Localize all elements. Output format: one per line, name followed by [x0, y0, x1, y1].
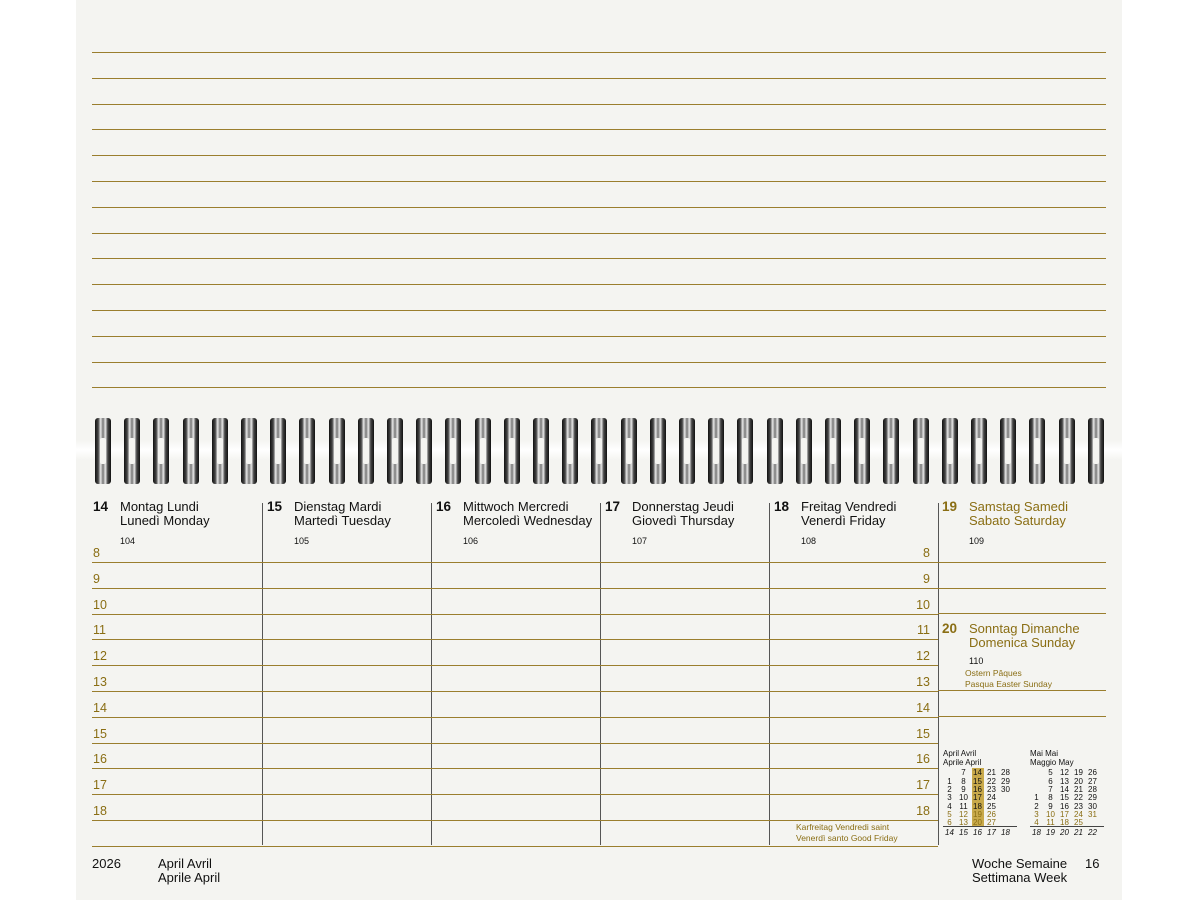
hour-label-left: 15: [93, 726, 107, 741]
day-header: [942, 500, 1107, 550]
note-line[interactable]: [92, 233, 1106, 234]
hour-line[interactable]: [92, 691, 938, 692]
note-line[interactable]: [92, 52, 1106, 53]
spiral-ring: [358, 418, 374, 484]
spiral-binding: [76, 410, 1122, 490]
day-of-year: 106: [463, 536, 479, 546]
mini-calendar-day: 16: [1060, 801, 1069, 811]
hour-label-left: 16: [93, 752, 107, 767]
footer-year: 2026: [92, 856, 121, 871]
mini-calendar-day: 20: [1074, 776, 1083, 786]
spiral-ring: [796, 418, 812, 484]
mini-calendar-day: 15: [1060, 793, 1069, 803]
hour-line[interactable]: [92, 794, 938, 795]
mini-calendar-day: 30: [1088, 801, 1097, 811]
spiral-ring: [212, 418, 228, 484]
day-header: [942, 622, 1107, 672]
mini-calendar-day: 9: [1048, 801, 1053, 811]
mini-calendar-day: 28: [1088, 784, 1097, 794]
mini-calendar-day: 5: [1048, 768, 1053, 778]
spiral-ring: [270, 418, 286, 484]
hour-line[interactable]: [92, 665, 938, 666]
note-line[interactable]: [92, 104, 1106, 105]
spiral-ring: [621, 418, 637, 484]
mini-calendar-day: 7: [961, 768, 966, 778]
hour-label-right: 17: [916, 778, 930, 793]
hour-label-right: 14: [916, 700, 930, 715]
footer-week-number: 16: [1085, 856, 1100, 871]
spiral-ring: [153, 418, 169, 484]
day-of-year: 110: [969, 656, 984, 666]
hour-label-left: 10: [93, 597, 107, 612]
hour-label-right: 16: [916, 752, 930, 767]
mini-calendar-day: 27: [1088, 776, 1097, 786]
mini-calendar-day: 10: [1046, 809, 1055, 819]
mini-calendar-day: 24: [1074, 809, 1083, 819]
hour-label-left: 8: [93, 546, 100, 560]
note-line[interactable]: [92, 284, 1106, 285]
hour-label-left: 14: [93, 700, 107, 715]
mini-calendar-week: 18: [1001, 828, 1010, 837]
spiral-ring: [971, 418, 987, 484]
spiral-ring: [299, 418, 315, 484]
hour-label-left: 13: [93, 675, 107, 689]
note-line[interactable]: [92, 181, 1106, 182]
mini-calendar-week: 19: [1046, 828, 1055, 837]
hour-label-left: 12: [93, 649, 107, 664]
spiral-ring: [825, 418, 841, 484]
hour-label-right: 13: [916, 675, 930, 689]
mini-calendar-day: 19: [1074, 768, 1083, 778]
mini-calendar-day: 8: [961, 776, 966, 786]
mini-calendar-week: 20: [1060, 828, 1069, 837]
note-line[interactable]: [92, 207, 1106, 208]
day-name: Freitag Vendredi Venerdì Friday: [801, 499, 897, 528]
mini-calendar-day: 22: [1074, 793, 1083, 803]
day-number: 18: [774, 499, 790, 514]
day-number: 20: [942, 621, 958, 636]
spiral-ring: [883, 418, 899, 484]
day-header: [267, 500, 432, 550]
mini-calendar-week: 21: [1074, 828, 1083, 837]
day-of-year: 108: [801, 536, 817, 546]
hour-line[interactable]: [92, 820, 938, 821]
mini-calendar-day: 29: [1001, 776, 1010, 786]
spiral-ring: [387, 418, 403, 484]
day-of-year: 109: [969, 536, 985, 546]
mini-calendar-day: 25: [1074, 818, 1083, 828]
hour-line[interactable]: [92, 846, 938, 847]
mini-calendar-day: 17: [1060, 809, 1069, 819]
mini-calendar-rule: [943, 826, 1017, 827]
spiral-ring: [241, 418, 257, 484]
mini-calendar-day: 20: [973, 818, 982, 828]
mini-calendar-day: 23: [1074, 801, 1083, 811]
hour-line[interactable]: [92, 614, 938, 615]
spiral-ring: [854, 418, 870, 484]
note-line[interactable]: [92, 78, 1106, 79]
mini-calendar-day: 8: [1048, 793, 1053, 803]
mini-calendar-day: 18: [973, 801, 982, 811]
spiral-ring: [416, 418, 432, 484]
day-of-year: 105: [294, 536, 310, 546]
mini-calendar-day: 18: [1060, 818, 1069, 828]
note-line[interactable]: [92, 336, 1106, 337]
mini-calendar-day: 7: [1048, 784, 1053, 794]
hour-label-right: 9: [923, 571, 930, 586]
mini-calendar-day: 26: [1088, 768, 1097, 778]
hour-label-right: 11: [917, 623, 930, 638]
day-header: [93, 500, 258, 550]
day-header: [436, 500, 601, 550]
weekend-line[interactable]: [938, 562, 1106, 563]
mini-calendar-week: 22: [1088, 828, 1097, 837]
footer-week-label: Woche Semaine Settimana Week: [972, 856, 1068, 885]
note-line[interactable]: [92, 387, 1106, 388]
mini-calendar-day: 29: [1088, 793, 1097, 803]
mini-calendar-rule: [1030, 826, 1104, 827]
day-number: 15: [267, 499, 283, 514]
mini-calendar-day: 22: [987, 776, 996, 786]
mini-calendar-day: 21: [1074, 784, 1083, 794]
mini-calendar-day: 30: [1001, 784, 1010, 794]
mini-calendar-day: 26: [987, 809, 996, 819]
weekend-line[interactable]: [938, 588, 1106, 589]
mini-calendar-day: 23: [987, 784, 996, 794]
mini-calendar-day: 5: [947, 809, 952, 819]
day-number: 19: [942, 499, 958, 514]
spiral-ring: [124, 418, 140, 484]
hour-line[interactable]: [92, 717, 938, 718]
mini-calendar-day: 12: [959, 809, 968, 819]
note-line[interactable]: [92, 362, 1106, 363]
mini-calendar-day: 4: [1034, 818, 1039, 828]
weekend-line[interactable]: [938, 613, 1106, 614]
column-divider: [938, 503, 939, 845]
spiral-ring: [767, 418, 783, 484]
mini-calendar-week: 14: [945, 828, 954, 837]
day-name: Samstag Samedi Sabato Saturday: [969, 499, 1068, 528]
mini-calendar-day: 2: [947, 784, 952, 794]
hour-label-left: 9: [93, 571, 100, 586]
day-number: 14: [93, 499, 109, 514]
mini-calendar-week: 18: [1032, 828, 1041, 837]
mini-calendar-day: 19: [973, 809, 982, 819]
mini-calendar-day: 28: [1001, 768, 1010, 778]
spiral-ring: [1029, 418, 1045, 484]
day-name: Mittwoch Mercredi Mercoledì Wednesday: [463, 499, 593, 528]
day-name: Sonntag Dimanche Domenica Sunday: [969, 621, 1080, 650]
day-name: Montag Lundi Lunedì Monday: [120, 499, 210, 528]
spiral-ring: [708, 418, 724, 484]
holiday-good-friday: Karfreitag Vendredi saint Venerdì santo Good Friday: [796, 822, 898, 843]
weekend-line[interactable]: [938, 690, 1106, 691]
mini-calendar-day: 31: [1088, 809, 1097, 819]
mini-calendar-day: 9: [961, 784, 966, 794]
hour-label-right: 10: [916, 597, 930, 612]
hour-label-left: 17: [93, 778, 107, 793]
day-name: Dienstag Mardi Martedì Tuesday: [294, 499, 391, 528]
spiral-ring: [737, 418, 753, 484]
note-line[interactable]: [92, 129, 1106, 130]
mini-calendar-day: 27: [987, 818, 996, 828]
day-number: 17: [605, 499, 621, 514]
hour-label-right: 18: [916, 804, 930, 818]
mini-calendar-day: 6: [1048, 776, 1053, 786]
hour-line[interactable]: [92, 562, 938, 563]
mini-calendar-day: 12: [1060, 768, 1069, 778]
hour-label-right: 15: [916, 726, 930, 741]
spiral-ring: [445, 418, 461, 484]
note-line[interactable]: [92, 155, 1106, 156]
spiral-ring: [679, 418, 695, 484]
hour-line[interactable]: [92, 743, 938, 744]
spiral-ring: [1000, 418, 1016, 484]
note-line[interactable]: [92, 310, 1106, 311]
hour-label-right: 12: [916, 649, 930, 664]
mini-calendar-day: 14: [973, 768, 982, 778]
spiral-ring: [95, 418, 111, 484]
mini-calendar-day: 6: [947, 818, 952, 828]
hour-line[interactable]: [92, 768, 938, 769]
day-of-year: 107: [632, 536, 648, 546]
hour-line[interactable]: [92, 639, 938, 640]
mini-calendar-day: 1: [1034, 793, 1039, 803]
spiral-ring: [1088, 418, 1104, 484]
mini-calendar-day: 10: [959, 793, 968, 803]
hour-label-right: 8: [923, 546, 930, 560]
mini-calendar-day: 1: [947, 776, 952, 786]
day-header: [605, 500, 770, 550]
mini-calendar-day: 4: [947, 801, 952, 811]
mini-calendar-day: 13: [1060, 776, 1069, 786]
mini-calendar-day: 3: [947, 793, 952, 803]
spiral-ring: [913, 418, 929, 484]
day-number: 16: [436, 499, 452, 514]
spiral-ring: [504, 418, 520, 484]
mini-calendar-day: 15: [973, 776, 982, 786]
mini-calendar-day: 13: [959, 818, 968, 828]
mini-calendar-week: 15: [959, 828, 968, 837]
mini-calendar-day: 25: [987, 801, 996, 811]
spiral-ring: [183, 418, 199, 484]
weekend-line[interactable]: [938, 716, 1106, 717]
hour-label-left: 18: [93, 804, 107, 818]
spiral-ring: [942, 418, 958, 484]
note-line[interactable]: [92, 258, 1106, 259]
day-name: Donnerstag Jeudi Giovedì Thursday: [632, 499, 735, 528]
day-header: [774, 500, 939, 550]
spiral-ring: [475, 418, 491, 484]
mini-calendar-day: 24: [987, 793, 996, 803]
footer-month: April Avril Aprile April: [158, 856, 221, 885]
hour-label-left: 11: [93, 623, 106, 638]
spiral-ring: [562, 418, 578, 484]
day-of-year: 104: [120, 536, 136, 546]
mini-calendar-day: 21: [987, 768, 996, 778]
mini-calendar-week: 17: [987, 828, 996, 837]
spiral-ring: [329, 418, 345, 484]
mini-calendar-day: 14: [1060, 784, 1069, 794]
spiral-ring: [650, 418, 666, 484]
spiral-ring: [533, 418, 549, 484]
spiral-ring: [1059, 418, 1075, 484]
mini-calendar-title: Mai Mai Maggio May: [1030, 749, 1074, 767]
mini-calendar-day: 3: [1034, 809, 1039, 819]
spiral-ring: [591, 418, 607, 484]
mini-calendar-day: 11: [959, 801, 968, 811]
mini-calendar-day: 11: [1046, 818, 1055, 828]
mini-calendar-week: 16: [973, 828, 982, 837]
mini-calendar-title: April Avril Aprile April: [943, 749, 982, 767]
mini-calendar-day: 16: [973, 784, 982, 794]
mini-calendar-day: 2: [1034, 801, 1039, 811]
hour-line[interactable]: [92, 588, 938, 589]
mini-calendar-day: 17: [973, 793, 982, 803]
holiday-easter: Ostern Pâques Pasqua Easter Sunday: [965, 668, 1052, 689]
